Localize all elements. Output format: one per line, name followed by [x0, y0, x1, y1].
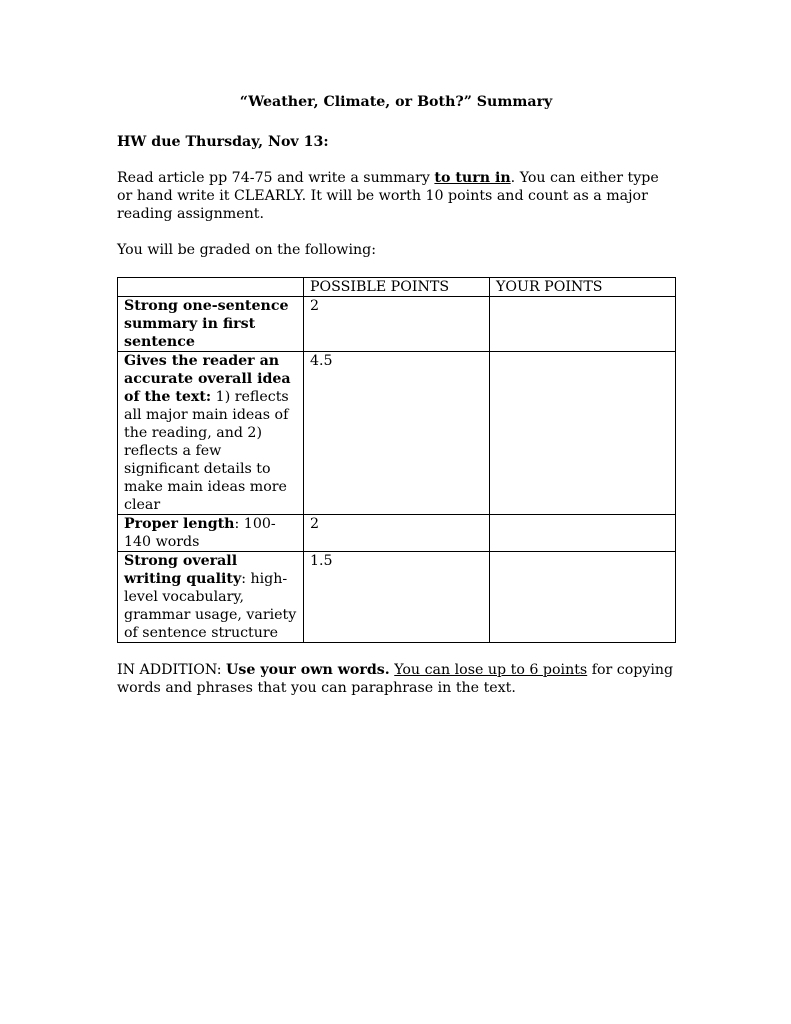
rubric-row [118, 552, 676, 643]
addition-rest: for copying words and phrases that you can paraphrase in the text. [117, 662, 674, 696]
header-criterion-cell [118, 278, 304, 297]
addition-paragraph [117, 661, 675, 697]
criterion-title: Strong overall writing quality [124, 553, 242, 587]
possible-points-cell: 1.5 [304, 552, 490, 643]
criterion-title: Strong one-sentence summary in first sentence [124, 298, 289, 350]
criterion-cell [118, 552, 304, 643]
criterion-cell [118, 352, 304, 515]
your-points-cell[interactable] [490, 515, 676, 552]
criterion-cell [118, 515, 304, 552]
criterion-description: : 100-140 words [124, 516, 276, 550]
rubric-header-row [118, 278, 676, 297]
possible-points-cell: 2 [304, 515, 490, 552]
instructions-text-2: . You can either type or hand write it CLEARLY. It will be worth 10 points and count as a major reading assignment. [117, 170, 659, 222]
rubric-row [118, 515, 676, 552]
turn-in-emphasis: to turn in [434, 170, 511, 186]
criterion-description: : high-level vocabulary, grammar usage, variety of sentence structure [124, 571, 297, 641]
document-page [117, 93, 675, 697]
instructions-paragraph [117, 169, 675, 223]
rubric-table [117, 277, 676, 643]
header-your-points: YOUR POINTS [490, 278, 676, 297]
criterion-title: Gives the reader an accurate overall idea of the text: [124, 353, 291, 405]
rubric-row [118, 352, 676, 515]
your-points-cell[interactable] [490, 352, 676, 515]
header-possible-points: POSSIBLE POINTS [304, 278, 490, 297]
document-title: “Weather, Climate, or Both?” Summary [239, 94, 553, 110]
possible-points-cell: 2 [304, 297, 490, 352]
criterion-cell [118, 297, 304, 352]
lose-points-underline: You can lose up to 6 points [394, 662, 588, 678]
graded-intro: You will be graded on the following: [117, 242, 376, 258]
homework-due-heading: HW due Thursday, Nov 13: [117, 134, 329, 150]
possible-points-cell: 4.5 [304, 352, 490, 515]
own-words-emphasis: Use your own words. [226, 662, 390, 678]
rubric-row [118, 297, 676, 352]
your-points-cell[interactable] [490, 552, 676, 643]
criterion-title: Proper length [124, 516, 235, 532]
addition-prefix: IN ADDITION: [117, 662, 227, 678]
instructions-text-1: Read article pp 74-75 and write a summary [117, 170, 435, 186]
criterion-description: 1) reflects all major main ideas of the reading, and 2) reflects a few significant details to make main ideas more clear [124, 389, 289, 513]
your-points-cell[interactable] [490, 297, 676, 352]
